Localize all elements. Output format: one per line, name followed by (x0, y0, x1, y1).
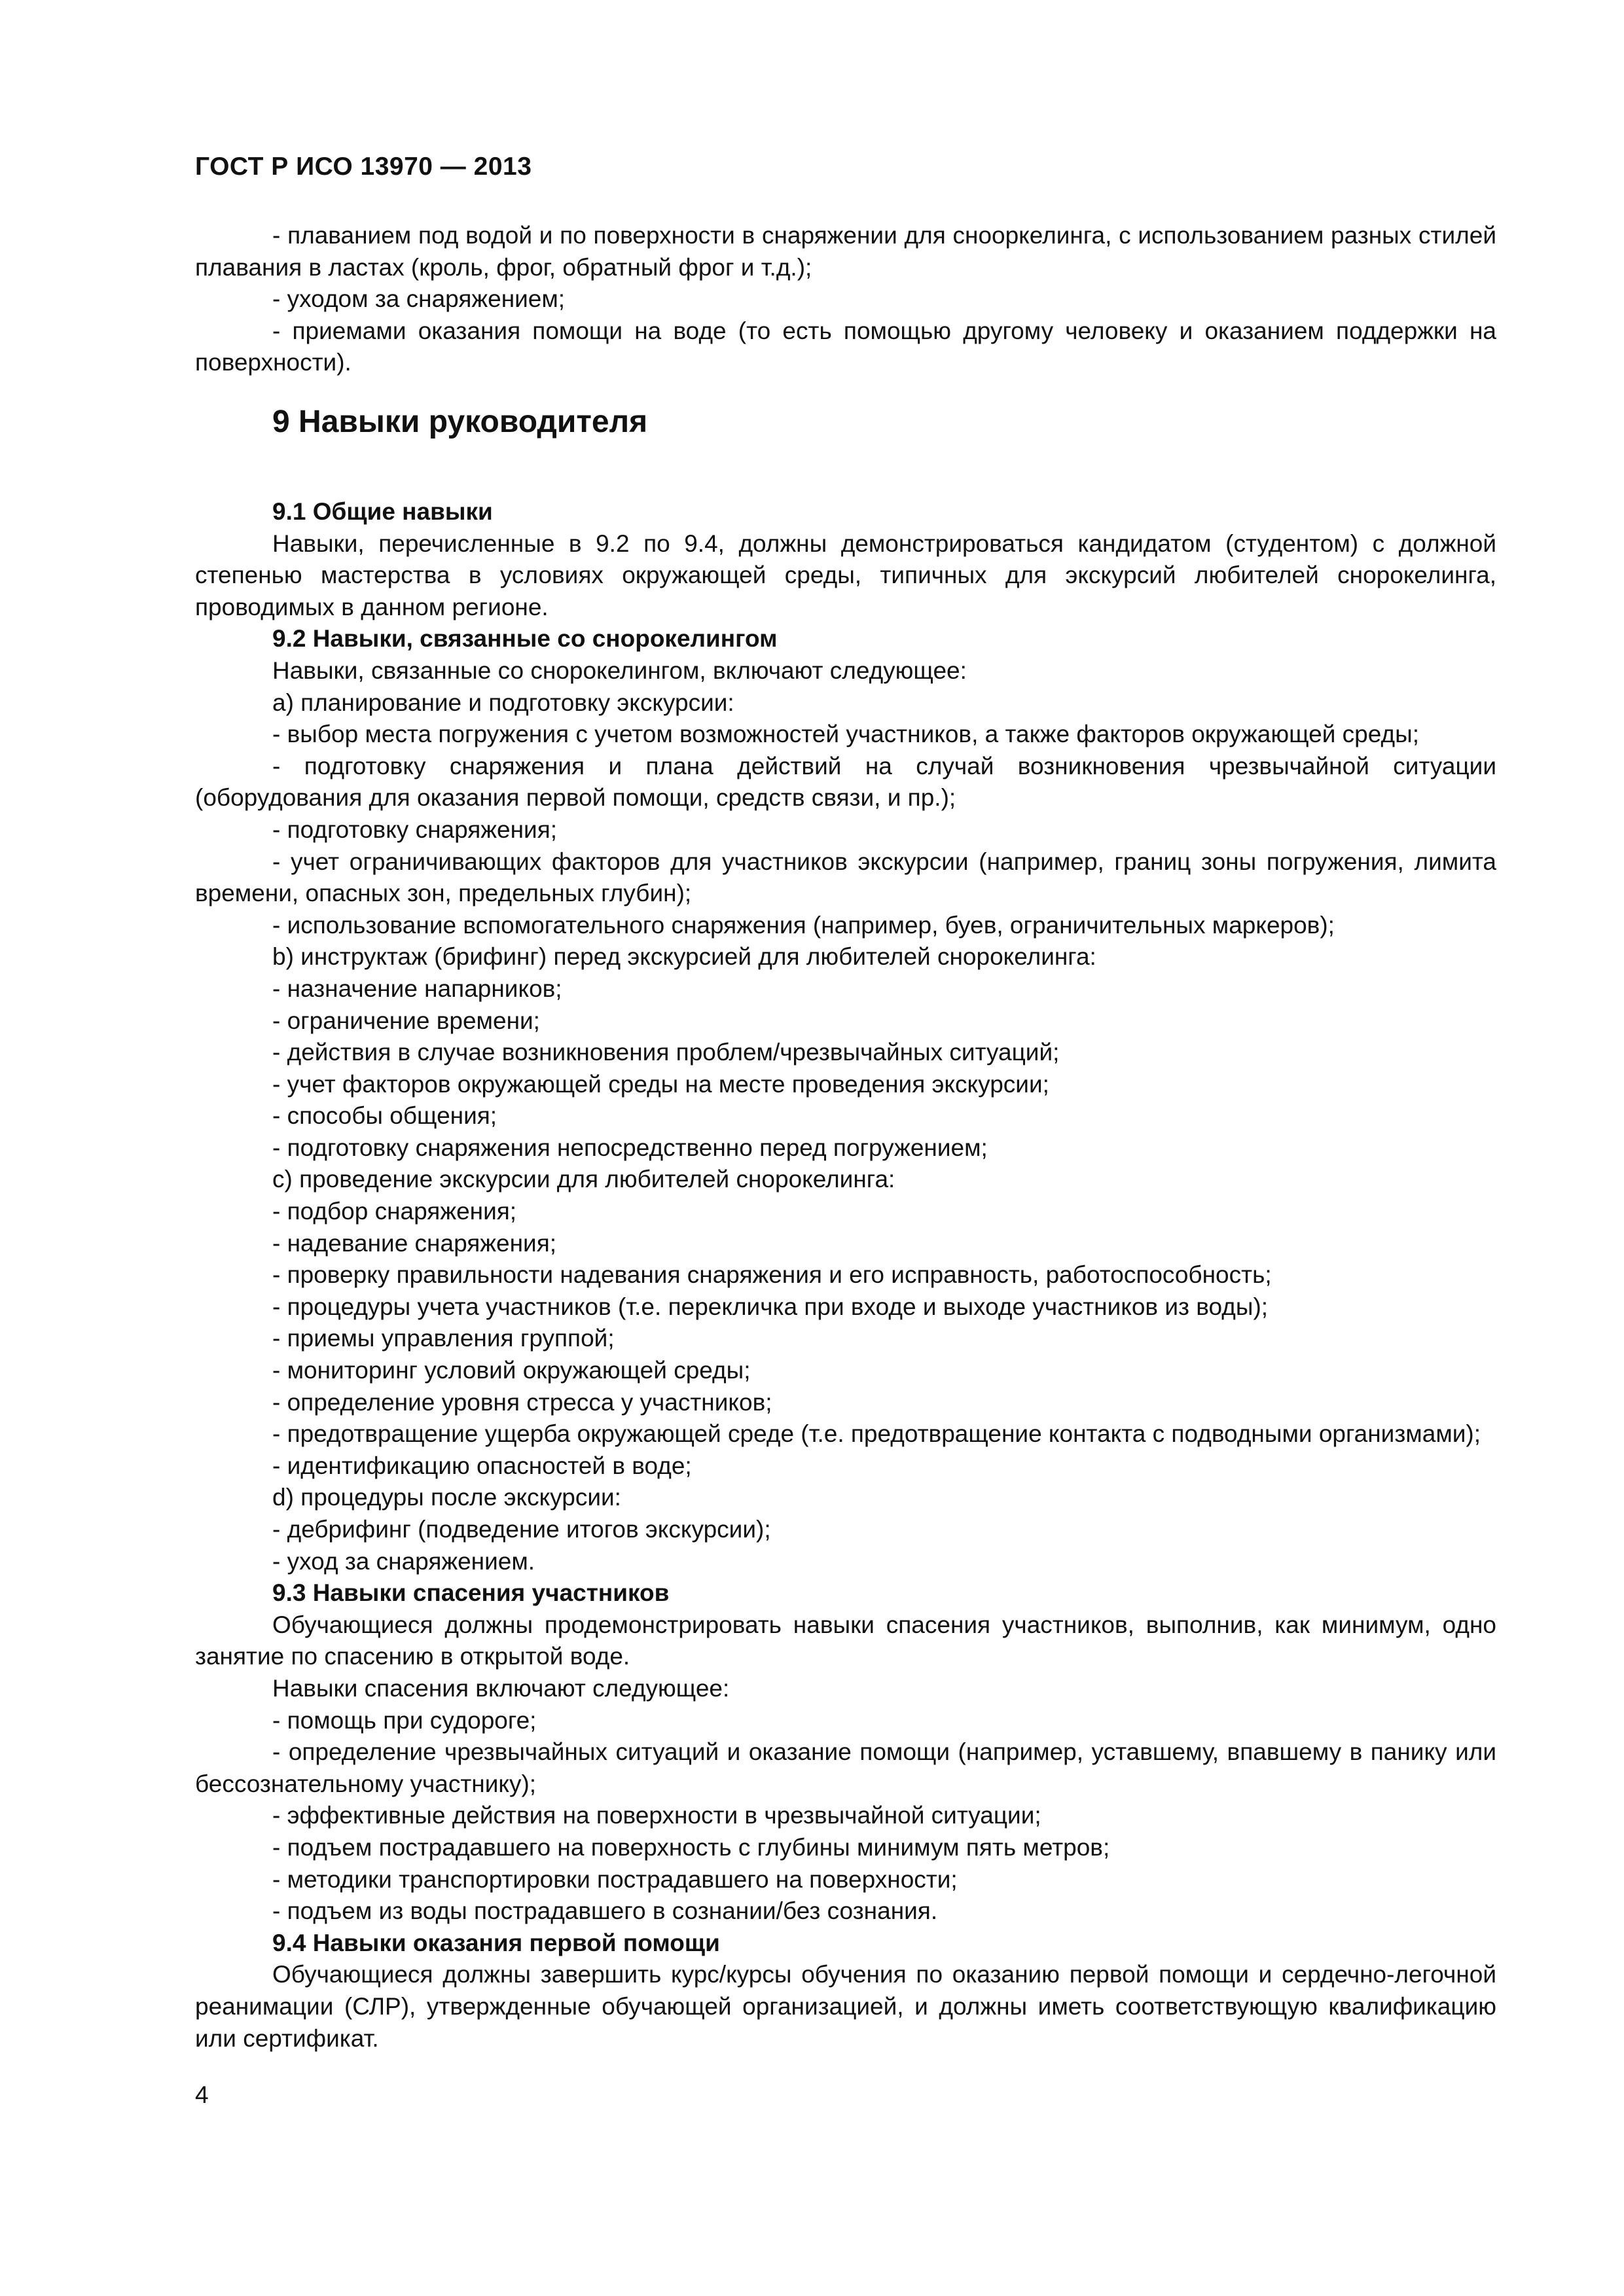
paragraph: - надевание снаряжения; (272, 1229, 557, 1257)
paragraph: - подъем пострадавшего на поверхность с глубины минимум пять метров; (272, 1833, 1110, 1861)
paragraph: - действия в случае возникновения проблем/чрезвычайных ситуаций; (272, 1039, 1060, 1066)
paragraph: - помощь при судороге; (272, 1706, 537, 1734)
paragraph: - предотвращение ущерба окружающей среде (т.е. предотвращение контакта с подводными организмами); (272, 1420, 1481, 1448)
paragraph: - уход за снаряжением. (272, 1547, 535, 1575)
paragraph: Обучающиеся должны завершить курс/курсы обучения по оказанию первой помощи и сердечно-легочной реанимации (СЛР), утвержденные обучающей организацией, и должны иметь соответствующую квалификацию или сертификат. (195, 1961, 1496, 2052)
intro-paragraph: - плаванием под водой и по поверхности в снаряжении для снооркелинга, с использованием разных стилей плавания в ластах (кроль, фрог, обратный фрог и т.д.); (195, 222, 1496, 281)
page-number: 4 (195, 2081, 209, 2108)
document-header: ГОСТ Р ИСО 13970 — 2013 (195, 152, 532, 181)
paragraph: - способы общения; (272, 1102, 497, 1130)
paragraph: - процедуры учета участников (т.е. перекличка при входе и выходе участников из воды); (272, 1293, 1269, 1320)
intro-text (195, 220, 1496, 379)
paragraph: - эффективные действия на поверхности в чрезвычайной ситуации; (272, 1802, 1041, 1829)
paragraph: - назначение напарников; (272, 975, 562, 1002)
subsection-heading: 9.3 Навыки спасения участников (272, 1579, 670, 1607)
paragraph: - определение уровня стресса у участников; (272, 1388, 772, 1416)
subsection-heading: 9.2 Навыки, связанные со снорокелингом (272, 625, 778, 653)
subsection-heading: 9.1 Общие навыки (272, 498, 493, 525)
paragraph: - методики транспортировки пострадавшего на поверхности; (272, 1865, 958, 1893)
paragraph: а) планирование и подготовку экскурсии: (272, 689, 734, 716)
paragraph: - мониторинг условий окружающей среды; (272, 1357, 751, 1384)
paragraph: b) инструктаж (брифинг) перед экскурсией для любителей снорокелинга: (272, 943, 1096, 971)
section-content (195, 496, 1496, 2054)
intro-paragraph: - приемами оказания помощи на воде (то есть помощью другому человеку и оказанием поддержки на поверхности). (195, 317, 1496, 376)
paragraph: Навыки, перечисленные в 9.2 по 9.4, должны демонстрироваться кандидатом (студентом) с должной степенью мастерства в условиях окружающей среды, типичных для экскурсий любителей снорокелинга, проводимых в данном регионе. (195, 529, 1496, 620)
paragraph: - проверку правильности надевания снаряжения и его исправность, работоспособность; (272, 1261, 1272, 1289)
paragraph: - подготовку снаряжения; (272, 816, 558, 843)
subsection-heading: 9.4 Навыки оказания первой помощи (272, 1929, 720, 1956)
paragraph: - подъем из воды пострадавшего в сознании/без сознания. (272, 1897, 938, 1925)
paragraph: - учет факторов окружающей среды на месте проведения экскурсии; (272, 1070, 1049, 1098)
paragraph: - подготовку снаряжения и плана действий на случай возникновения чрезвычайной ситуации (оборудования для оказания первой помощи, средств связи, и пр.); (195, 752, 1496, 812)
paragraph: - дебрифинг (подведение итогов экскурсии); (272, 1516, 771, 1543)
paragraph: Навыки, связанные со снорокелингом, включают следующее: (272, 656, 967, 684)
paragraph: - приемы управления группой; (272, 1325, 615, 1352)
paragraph: с) проведение экскурсии для любителей снорокелинга: (272, 1166, 895, 1193)
paragraph: - использование вспомогательного снаряжения (например, буев, ограничительных маркеров); (272, 911, 1335, 939)
paragraph: - подбор снаряжения; (272, 1198, 517, 1225)
paragraph: d) процедуры после экскурсии: (272, 1484, 621, 1511)
intro-paragraph: - уходом за снаряжением; (272, 285, 566, 313)
section-title: 9 Навыки руководителя (272, 404, 648, 439)
paragraph: Навыки спасения включают следующее: (272, 1674, 730, 1702)
paragraph: - учет ограничивающих факторов для участников экскурсии (например, границ зоны погружения, лимита времени, опасных зон, предельных глубин); (195, 848, 1496, 907)
paragraph: - выбор места погружения с учетом возможностей участников, а также факторов окружающей среды; (272, 721, 1419, 748)
paragraph: - подготовку снаряжения непосредственно перед погружением; (272, 1134, 988, 1161)
paragraph: Обучающиеся должны продемонстрировать навыки спасения участников, выполнив, как минимум, одно занятие по спасению в открытой воде. (195, 1611, 1496, 1670)
paragraph: - ограничение времени; (272, 1007, 540, 1034)
paragraph: - идентификацию опасностей в воде; (272, 1452, 692, 1479)
paragraph: - определение чрезвычайных ситуаций и оказание помощи (например, уставшему, впавшему в панику или бессознательному участнику); (195, 1738, 1496, 1797)
